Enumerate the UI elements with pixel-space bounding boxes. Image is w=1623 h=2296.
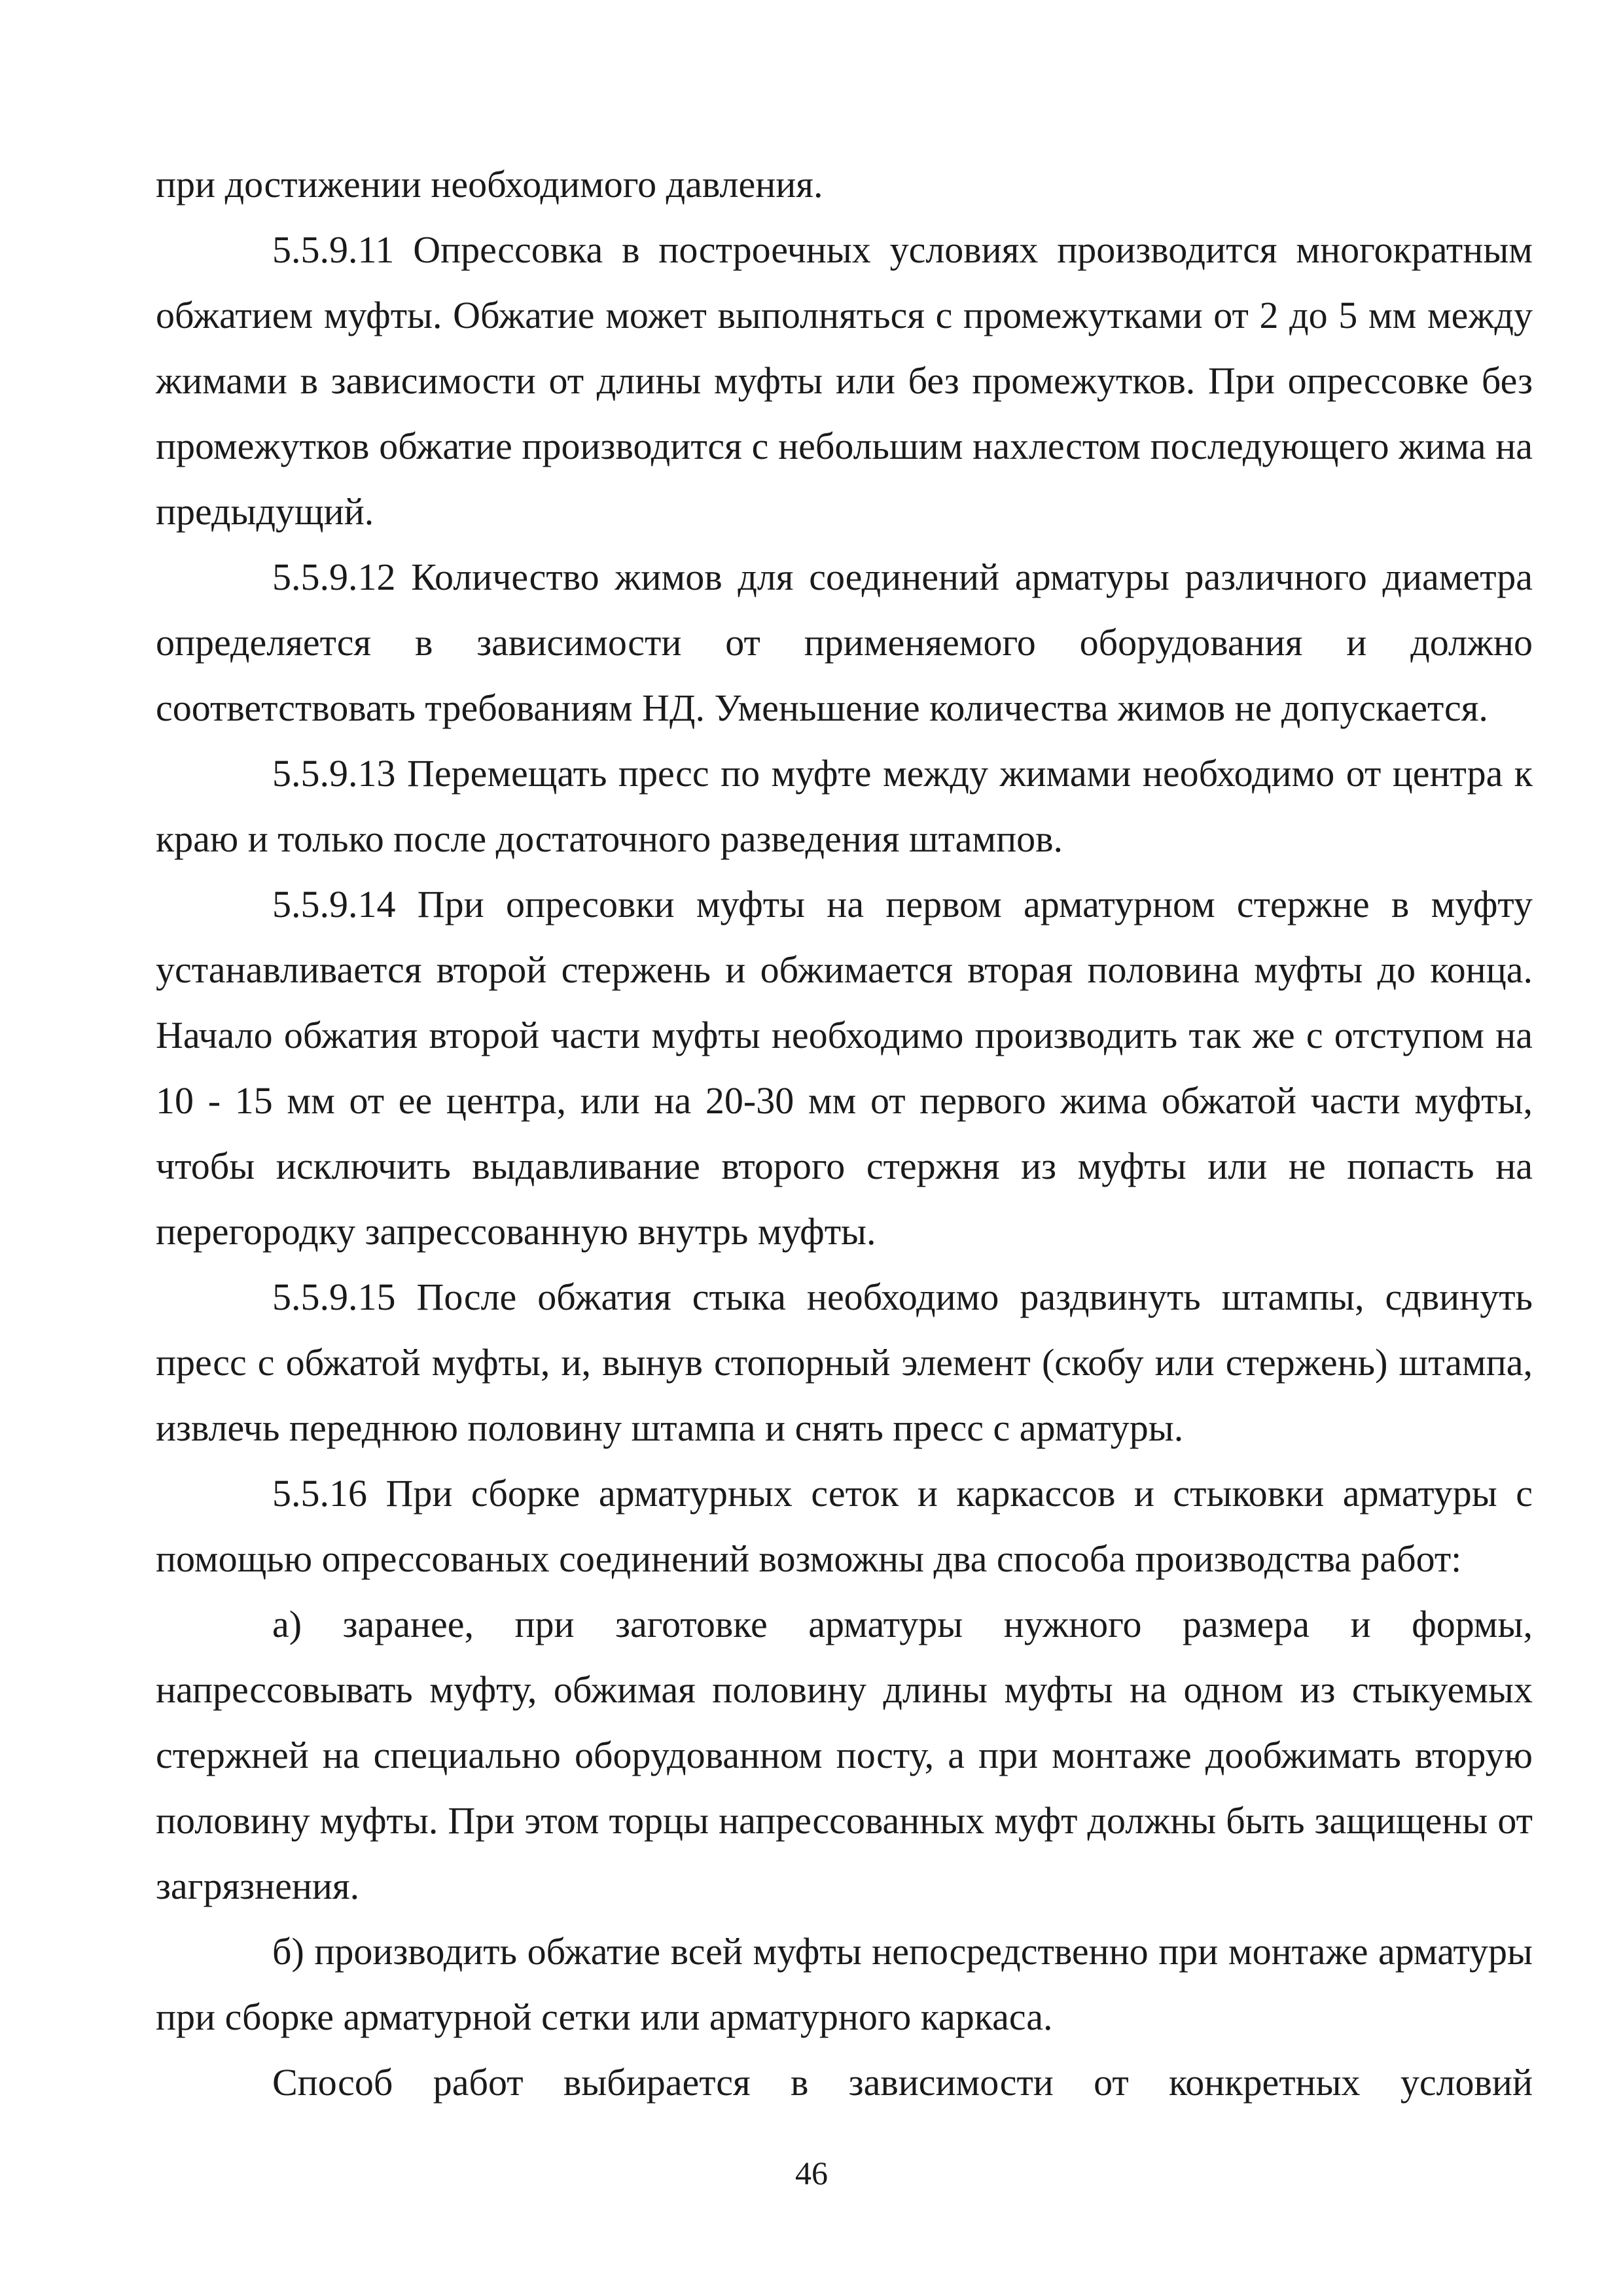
paragraph-5-5-9-14: 5.5.9.14 При опресовки муфты на первом арматурном стержне в муфту устанавливается второй стержень и обжимается вторая половина муфты до конца. Начало обжатия второй части муфты необходимо производить так же с отступом на 10 - 15 мм от ее центра, или на 20-30 мм от первого жима обжатой части муфты, чтобы исключить выдавливание второго стержня из муфты или не попасть на перегородку запрессованную внутрь муфты. bbox=[156, 883, 1533, 1253]
paragraph-5-5-16: 5.5.16 При сборке арматурных сеток и каркассов и стыковки арматуры с помощью опрессованых соединений возможны два способа производства работ: bbox=[156, 1472, 1533, 1580]
paragraph-5-5-9-15: 5.5.9.15 После обжатия стыка необходимо раздвинуть штампы, сдвинуть пресс с обжатой муфты, и, вынув стопорный элемент (скобу или стержень) штампа, извлечь переднюю половину штампа и снять пресс с арматуры. bbox=[156, 1276, 1533, 1449]
paragraph-5-5-9-13: 5.5.9.13 Перемещать пресс по муфте между жимами необходимо от центра к краю и только после достаточного разведения штампов. bbox=[156, 752, 1533, 860]
list-item-b: б) производить обжатие всей муфты непосредственно при монтаже арматуры при сборке арматурной сетки или арматурного каркаса. bbox=[156, 1930, 1533, 2038]
paragraph-continuation: при достижении необходимого давления. bbox=[156, 163, 823, 206]
paragraph-method-selection: Способ работ выбирается в зависимости от конкретных условий bbox=[272, 2061, 1533, 2104]
paragraph-5-5-9-11: 5.5.9.11 Опрессовка в построечных условиях производится многократным обжатием муфты. Обжатие может выполняться с промежутками от 2 до 5 мм между жимами в зависимости от длины муфты или без промежутков. При опрессовке без промежутков обжатие производится с небольшим нахлестом последующего жима на предыдущий. bbox=[156, 228, 1533, 533]
body-text bbox=[156, 152, 1533, 2115]
list-item-a: а) заранее, при заготовке арматуры нужного размера и формы, напрессовывать муфту, обжимая половину длины муфты на одном из стыкуемых стержней на специально оборудованном посту, а при монтаже дообжимать вторую половину муфты. При этом торцы напрессованных муфт должны быть защищены от загрязнения. bbox=[156, 1603, 1533, 1907]
page-number: 46 bbox=[795, 2155, 828, 2191]
paragraph-5-5-9-12: 5.5.9.12 Количество жимов для соединений арматуры различного диаметра определяется в зависимости от применяемого оборудования и должно соответствовать требованиям НД. Уменьшение количества жимов не допускается. bbox=[156, 556, 1533, 729]
